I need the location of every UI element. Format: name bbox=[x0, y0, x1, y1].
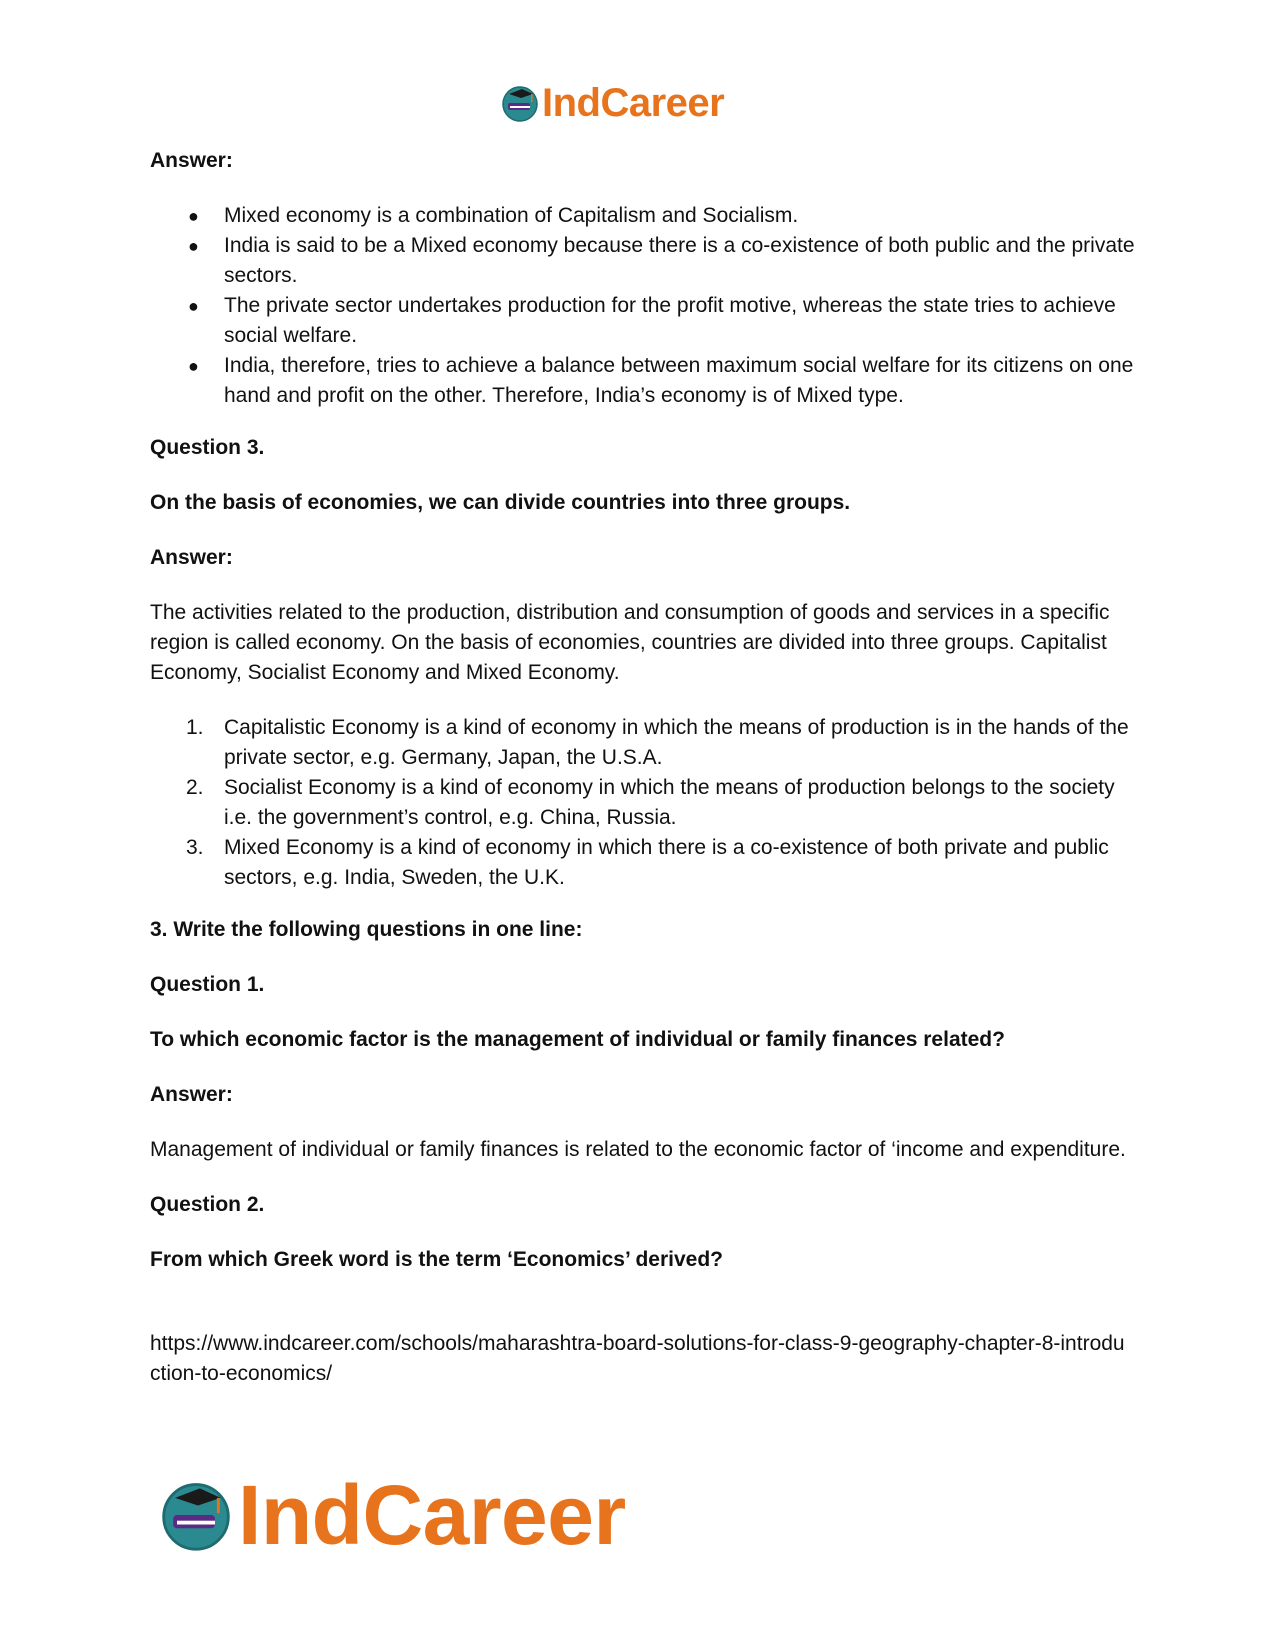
numbered-list bbox=[150, 713, 1135, 893]
heading-label: From which Greek word is the term ‘Economics’ derived? bbox=[150, 1248, 723, 1271]
heading-label: Answer: bbox=[150, 149, 233, 172]
bullet-icon: ● bbox=[188, 356, 199, 376]
source-url-link[interactable]: https://www.indcareer.com/schools/maharashtra-board-solutions-for-class-9-geography-chapter-8-introduction-to-economics/ bbox=[150, 1332, 1125, 1385]
logo-text: IndCareer bbox=[238, 1468, 626, 1562]
list-item-text: Socialist Economy is a kind of economy in which the means of production belongs to the society i.e. the government’s control, e.g. China, Russia. bbox=[224, 776, 1115, 829]
bullet-icon: ● bbox=[188, 236, 199, 256]
list-number: 3. bbox=[186, 836, 204, 859]
list-item bbox=[150, 291, 1135, 351]
paragraph: The activities related to the production, distribution and consumption of goods and services in a specific region is called economy. On the basis of economies, countries are divided into three groups. Capitalist Economy, Socialist Economy and Mixed Economy. bbox=[150, 601, 1110, 684]
list-item bbox=[150, 231, 1135, 291]
list-item-text: India is said to be a Mixed economy because there is a co-existence of both public and the private sectors. bbox=[224, 234, 1135, 287]
heading-label: Question 1. bbox=[150, 973, 265, 996]
document-body bbox=[150, 146, 1135, 1389]
heading-label: Answer: bbox=[150, 546, 233, 569]
heading-label: Question 3. bbox=[150, 436, 265, 459]
footer-logo bbox=[158, 1470, 626, 1560]
globe-book-icon bbox=[158, 1477, 234, 1553]
list-item-text: India, therefore, tries to achieve a balance between maximum social welfare for its citizens on one hand and profit on the other. Therefore, India’s economy is of Mixed type. bbox=[224, 354, 1134, 407]
list-item bbox=[150, 713, 1135, 773]
list-item-text: Capitalistic Economy is a kind of economy in which the means of production is in the hands of the private sector, e.g. Germany, Japan, the U.S.A. bbox=[224, 716, 1129, 769]
list-item bbox=[150, 773, 1135, 833]
list-item bbox=[150, 351, 1135, 411]
list-item-text: The private sector undertakes production for the profit motive, whereas the state tries to achieve social welfare. bbox=[224, 294, 1116, 347]
list-item bbox=[150, 833, 1135, 893]
list-number: 1. bbox=[186, 716, 204, 739]
list-item-text: Mixed economy is a combination of Capitalism and Socialism. bbox=[224, 204, 799, 227]
heading-label: Answer: bbox=[150, 1083, 233, 1106]
bullet-icon: ● bbox=[188, 206, 199, 226]
bullet-list bbox=[150, 201, 1135, 411]
heading-label: On the basis of economies, we can divide countries into three groups. bbox=[150, 491, 851, 514]
list-item bbox=[150, 201, 1135, 231]
list-item-text: Mixed Economy is a kind of economy in which there is a co-existence of both private and public sectors, e.g. India, Sweden, the U.K. bbox=[224, 836, 1109, 889]
globe-book-icon bbox=[500, 83, 540, 123]
heading-label: 3. Write the following questions in one line: bbox=[150, 918, 583, 941]
heading-label: To which economic factor is the management of individual or family finances related? bbox=[150, 1028, 1005, 1051]
heading-label: Question 2. bbox=[150, 1193, 265, 1216]
bullet-icon: ● bbox=[188, 296, 199, 316]
paragraph: Management of individual or family finances is related to the economic factor of ‘income and expenditure. bbox=[150, 1138, 1126, 1161]
header-logo bbox=[500, 78, 724, 128]
list-number: 2. bbox=[186, 776, 204, 799]
logo-text: IndCareer bbox=[542, 81, 725, 125]
